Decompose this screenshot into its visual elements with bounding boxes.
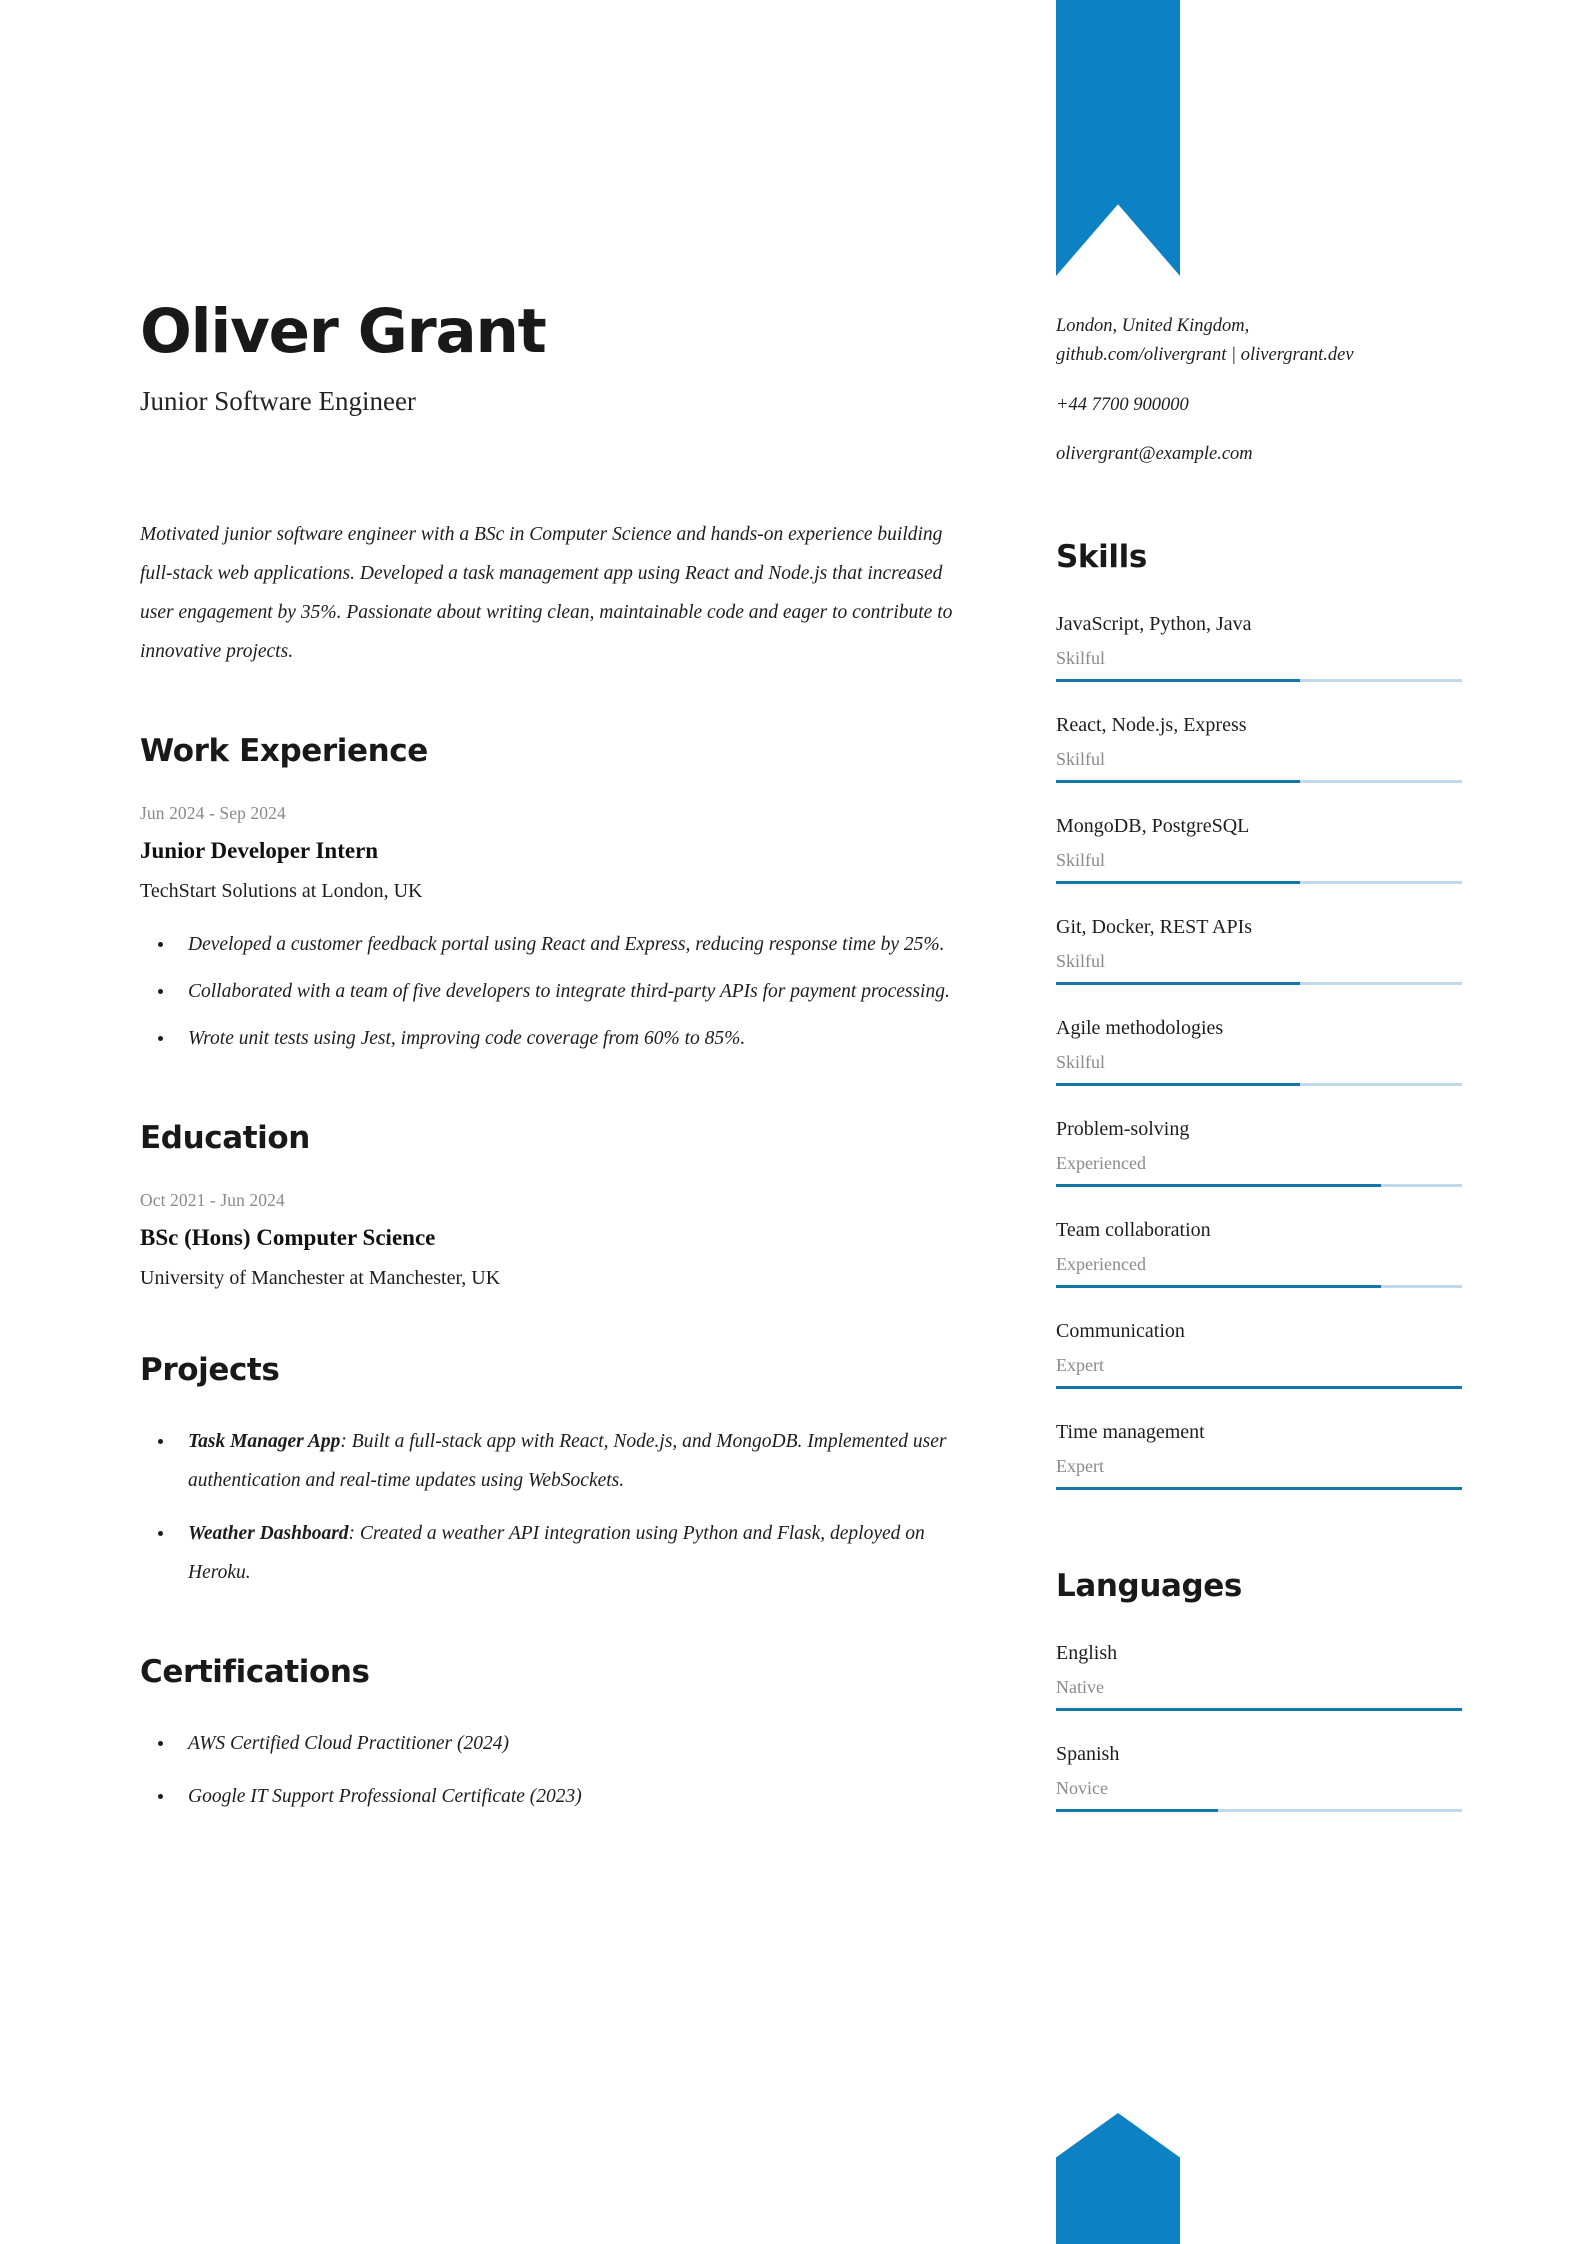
skill-progress-bar — [1056, 1285, 1462, 1288]
skill-name: Problem-solving — [1056, 1117, 1190, 1140]
list-item: Developed a customer feedback portal using React and Express, reducing response time by 25%. — [140, 925, 950, 964]
skill-level: Expert — [1056, 1354, 1104, 1375]
skill-level: Skilful — [1056, 647, 1106, 668]
skill-progress-bar — [1056, 1083, 1462, 1086]
skill-item — [1056, 1320, 1462, 1389]
skill-progress-fill — [1056, 881, 1300, 884]
skill-progress-fill — [1056, 679, 1300, 682]
project-name: Task Manager App — [188, 1431, 341, 1453]
work-entry-title: Junior Developer Intern — [140, 838, 379, 864]
language-level: Novice — [1056, 1777, 1108, 1798]
skill-name: Git, Docker, REST APIs — [1056, 915, 1253, 938]
contact-block — [1056, 0, 1462, 469]
section-title-work-experience: Work Experience — [140, 733, 428, 770]
section-title-education: Education — [140, 1120, 310, 1157]
list-item: Collaborated with a team of five developers to integrate third-party APIs for payment processing. — [140, 972, 950, 1011]
skill-name: JavaScript, Python, Java — [1056, 612, 1252, 635]
project-name: Weather Dashboard — [188, 1523, 349, 1545]
language-progress-bar — [1056, 1708, 1462, 1711]
work-entry — [140, 803, 960, 1058]
sidebar-column — [1056, 0, 1462, 1844]
list-item: AWS Certified Cloud Practitioner (2024) — [140, 1724, 950, 1763]
education-entry-title: BSc (Hons) Computer Science — [140, 1225, 436, 1251]
skill-level: Skilful — [1056, 748, 1106, 769]
contact-location-and-links — [1056, 312, 1462, 369]
skill-progress-fill — [1056, 1184, 1381, 1187]
section-skills — [1056, 539, 1462, 1490]
skill-progress-fill — [1056, 1386, 1462, 1389]
section-title-skills: Skills — [1056, 538, 1147, 575]
skill-progress-bar — [1056, 1386, 1462, 1389]
skill-progress-bar — [1056, 780, 1462, 783]
skill-progress-bar — [1056, 1487, 1462, 1490]
skill-progress-bar — [1056, 1184, 1462, 1187]
skill-progress-bar — [1056, 982, 1462, 985]
section-title-projects: Projects — [140, 1352, 280, 1389]
skill-name: Communication — [1056, 1319, 1185, 1342]
main-column — [140, 0, 960, 1830]
skill-item — [1056, 1219, 1462, 1288]
contact-phone[interactable]: +44 7700 900000 — [1056, 395, 1189, 416]
contact-links[interactable]: github.com/olivergrant | olivergrant.dev — [1056, 344, 1354, 365]
section-title-certifications: Certifications — [140, 1654, 370, 1691]
skill-name: Agile methodologies — [1056, 1016, 1224, 1039]
skill-level: Experienced — [1056, 1152, 1146, 1173]
work-entry-date: Jun 2024 - Sep 2024 — [140, 803, 286, 824]
work-entry-bullets — [140, 925, 960, 1058]
skill-item — [1056, 613, 1462, 682]
skill-item — [1056, 1017, 1462, 1086]
certifications-list — [140, 1724, 960, 1816]
language-item — [1056, 1642, 1462, 1711]
skill-name: MongoDB, PostgreSQL — [1056, 814, 1250, 837]
skill-name: Time management — [1056, 1420, 1205, 1443]
professional-summary: Motivated junior software engineer with a BSc in Computer Science and hands-on experience building full-stack web applications. Developed a task management app using React and Node.js that increased user engagement by 35%. Passionate about writing clean, maintainable code and eager to contribute to innovative projects. — [140, 524, 953, 663]
list-item — [140, 1514, 950, 1592]
project-description: : Built a full-stack app with React, Node.js, and MongoDB. Implemented user authentication and real-time updates using WebSockets. — [188, 1431, 947, 1492]
skill-item — [1056, 815, 1462, 884]
skill-level: Skilful — [1056, 849, 1106, 870]
language-name: English — [1056, 1641, 1118, 1664]
education-entry-organization: University of Manchester at Manchester, UK — [140, 1267, 501, 1290]
language-progress-fill — [1056, 1708, 1462, 1711]
section-education — [140, 1120, 960, 1290]
language-level: Native — [1056, 1676, 1104, 1697]
contact-location: London, United Kingdom, — [1056, 316, 1250, 336]
languages-list — [1056, 1642, 1462, 1812]
skill-name: React, Node.js, Express — [1056, 713, 1247, 736]
section-certifications — [140, 1654, 960, 1816]
skill-level: Skilful — [1056, 950, 1106, 971]
contact-email[interactable]: olivergrant@example.com — [1056, 444, 1253, 465]
skill-item — [1056, 1118, 1462, 1187]
section-work-experience — [140, 733, 960, 1058]
skill-item — [1056, 714, 1462, 783]
education-entry-date: Oct 2021 - Jun 2024 — [140, 1190, 285, 1211]
section-projects — [140, 1352, 960, 1592]
language-name: Spanish — [1056, 1742, 1120, 1765]
language-progress-fill — [1056, 1809, 1218, 1812]
skill-progress-bar — [1056, 881, 1462, 884]
skill-progress-fill — [1056, 1083, 1300, 1086]
list-item — [140, 1422, 950, 1500]
skill-progress-bar — [1056, 679, 1462, 682]
section-languages — [1056, 1568, 1462, 1812]
education-entry — [140, 1190, 960, 1290]
skill-item — [1056, 916, 1462, 985]
project-description: : Created a weather API integration using Python and Flask, deployed on Heroku. — [188, 1523, 925, 1584]
candidate-headline: Junior Software Engineer — [140, 386, 416, 417]
skill-level: Skilful — [1056, 1051, 1106, 1072]
projects-list — [140, 1422, 960, 1592]
language-item — [1056, 1743, 1462, 1812]
work-entry-organization: TechStart Solutions at London, UK — [140, 880, 423, 903]
skill-progress-fill — [1056, 1285, 1381, 1288]
skill-progress-fill — [1056, 780, 1300, 783]
list-item: Google IT Support Professional Certificate (2023) — [140, 1777, 950, 1816]
candidate-name: Oliver Grant — [140, 296, 546, 367]
language-progress-bar — [1056, 1809, 1462, 1812]
skill-item — [1056, 1421, 1462, 1490]
skill-level: Expert — [1056, 1455, 1104, 1476]
skill-progress-fill — [1056, 982, 1300, 985]
decorative-ribbon-bottom — [1056, 2113, 1180, 2244]
skill-name: Team collaboration — [1056, 1218, 1211, 1241]
list-item: Wrote unit tests using Jest, improving code coverage from 60% to 85%. — [140, 1019, 950, 1058]
skill-level: Experienced — [1056, 1253, 1146, 1274]
skill-progress-fill — [1056, 1487, 1462, 1490]
skills-list — [1056, 613, 1462, 1490]
section-title-languages: Languages — [1056, 1567, 1242, 1604]
